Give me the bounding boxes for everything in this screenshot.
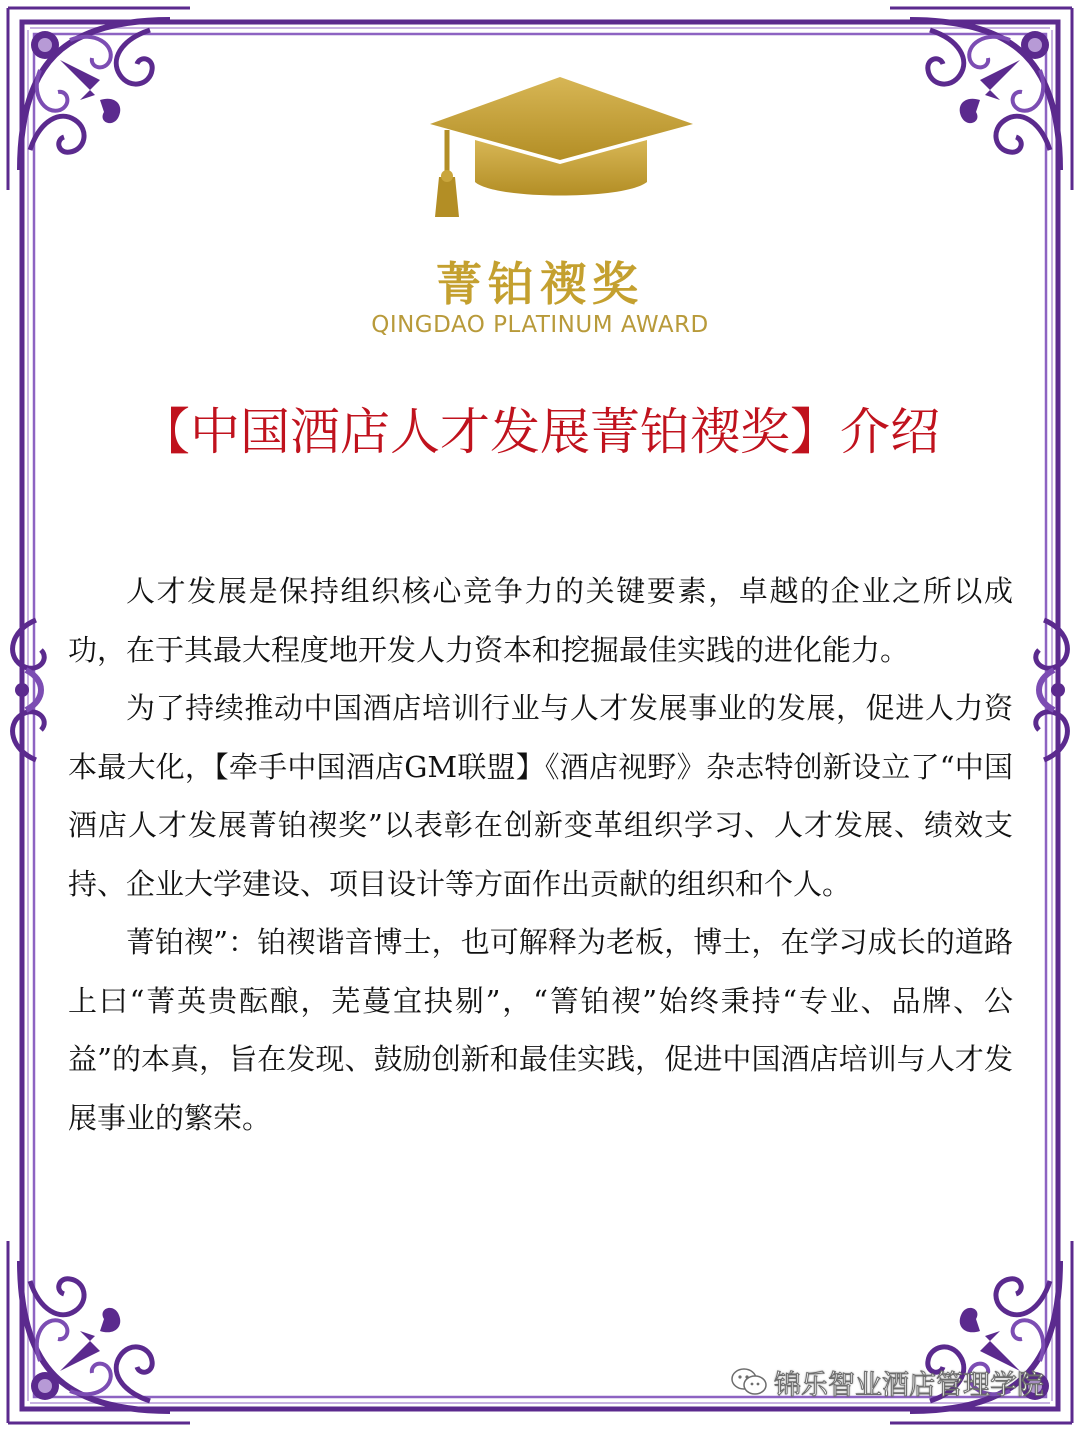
corner-ornament-top-left xyxy=(8,8,190,190)
corner-ornament-bottom-left xyxy=(8,1241,190,1423)
watermark xyxy=(730,1362,1044,1402)
graduation-cap-icon xyxy=(425,72,695,227)
paragraph: 为了持续推动中国酒店培训行业与人才发展事业的发展，促进人力资本最大化，【牵手中国酒店GM联盟】《酒店视野》杂志特创新设立了“中国酒店人才发展菁铂禊奖”以表彰在创新变革组织学习、人才发展、绩效支持、企业大学建设、项目设计等方面作出贡献的组织和个人。 xyxy=(68,691,1013,901)
award-name-en: QINGDAO PLATINUM AWARD xyxy=(371,312,709,338)
watermark-text: 锦乐智业酒店管理学院 xyxy=(774,1369,1044,1401)
paragraph: 人才发展是保持组织核心竞争力的关键要素，卓越的企业之所以成功，在于其最大程度地开发人力资本和挖掘最佳实践的进化能力。 xyxy=(68,574,1013,667)
page-title: 【中国酒店人才发展菁铂禊奖】介绍 xyxy=(140,403,940,461)
article-body xyxy=(68,562,1013,1147)
paragraph: 菁铂禊”：铂禊谐音博士，也可解释为老板，博士，在学习成长的道路上曰“菁英贵酝酿，芜蔓宜抉剔”，“箐铂禊”始终秉持“专业、品牌、公益”的本真，旨在发现、鼓励创新和最佳实践，促进中国酒店培训与人才发展事业的繁荣。 xyxy=(68,925,1013,1135)
corner-ornament-top-right xyxy=(890,8,1072,190)
award-name-cn: 菁铂禊奖 xyxy=(436,257,644,311)
wechat-icon xyxy=(730,1367,768,1397)
